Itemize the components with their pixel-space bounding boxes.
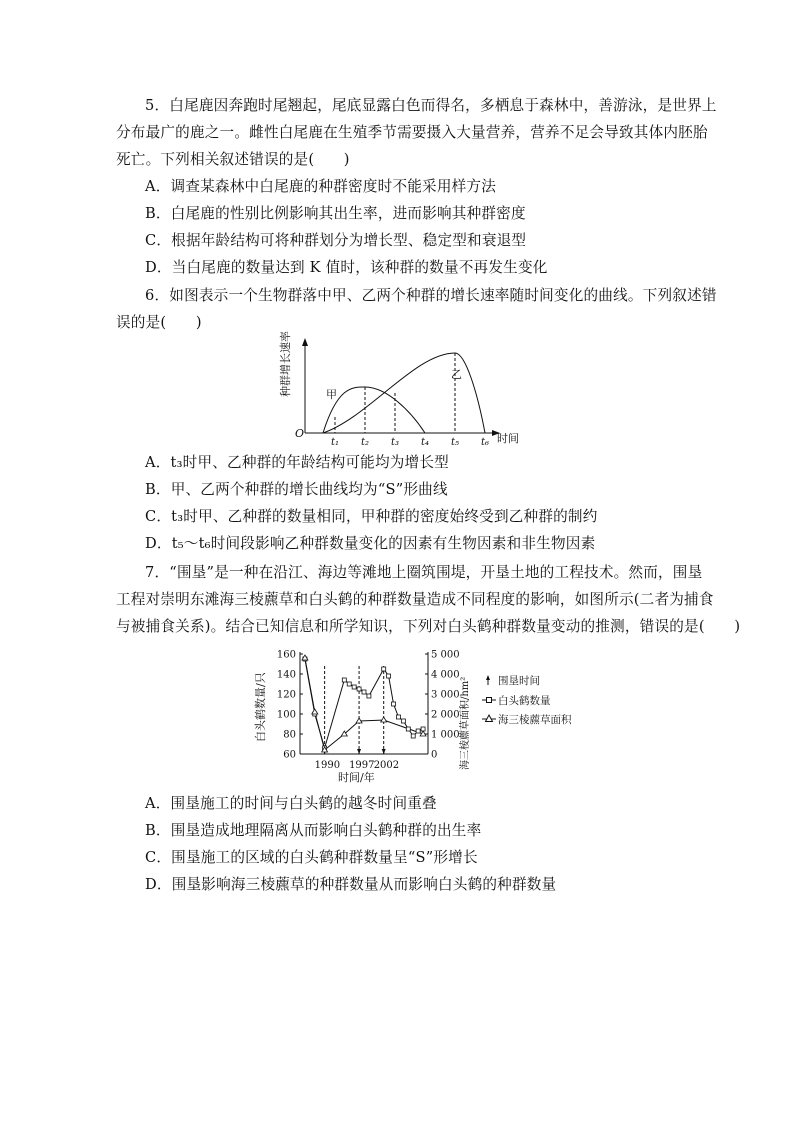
reclamation-xlabel: 时间/年 [338, 771, 375, 784]
crane-point [396, 715, 400, 719]
growth-x-tick: t₃ [391, 437, 400, 448]
grass-area-line [305, 658, 423, 750]
q6-stem-line2: 误的是( ) [116, 314, 202, 331]
curve-yi [323, 353, 485, 433]
crane-point [411, 734, 415, 738]
crane-point [362, 690, 366, 694]
left-tick-label: 120 [276, 689, 296, 701]
left-tick-label: 60 [283, 749, 296, 761]
q5-option-a[interactable]: A．调查某森林中白尾鹿的种群密度时不能采用样方法 [145, 178, 496, 195]
growth-x-tick: t₆ [481, 437, 490, 448]
x-tick-label: 1997 [349, 760, 375, 771]
growth-xlabel: 时间 [497, 432, 519, 445]
growth-origin-label: O [295, 427, 305, 440]
crane-point [342, 678, 346, 682]
legend-reclaim-label: 围垦时间 [498, 675, 540, 687]
reclamation-legend [482, 674, 572, 726]
q6-stem-line1: 6．如图表示一个生物群落中甲、乙两个种群的增长速率随时间变化的曲线。下列叙述错 [145, 287, 717, 304]
q5-option-d[interactable]: D．当白尾鹿的数量达到 K 值时，该种群的数量不再发生变化 [145, 259, 548, 276]
left-tick-label: 80 [283, 729, 296, 741]
reclamation-chart [250, 642, 580, 788]
q6-option-c[interactable]: C．t₃时甲、乙种群的数量相同，甲种群的密度始终受到乙种群的制约 [145, 508, 598, 525]
q6-option-d[interactable]: D．t₅～t₆时间段影响乙种群数量变化的因素有生物因素和非生物因素 [145, 535, 596, 552]
growth-x-tick: t₅ [451, 437, 460, 448]
legend-crane-label: 白头鹤数量 [498, 695, 551, 707]
series-label-yi: 乙 [451, 368, 462, 381]
grass-point [381, 717, 387, 722]
growth-x-tick: t₁ [331, 437, 340, 448]
crane-point [406, 727, 410, 731]
x-tick-label: 1990 [314, 760, 341, 771]
q5-option-b[interactable]: B．白尾鹿的性别比例影响其出生率，进而影响其种群密度 [145, 205, 526, 222]
crane-point [392, 702, 396, 706]
q5-stem-line1: 5．白尾鹿因奔跑时尾翘起，尾底显露白色而得名，多栖息于森林中，善游泳，是世界上 [145, 97, 717, 114]
growth-ylabel: 种群增长速率 [279, 331, 292, 397]
q6-option-b[interactable]: B．甲、乙两个种群的增长曲线均为“S”形曲线 [145, 481, 448, 498]
x-tick-label: 2002 [373, 760, 400, 771]
crane-point [401, 719, 405, 723]
growth-dashed-guides [335, 353, 455, 433]
crane-point [416, 729, 420, 733]
growth-rate-chart [279, 331, 535, 448]
q6-option-a[interactable]: A．t₃时甲、乙种群的年龄结构可能均为增长型 [145, 454, 449, 471]
crane-point [357, 687, 361, 691]
legend-grass-label: 海三棱藨草面积 [498, 714, 572, 726]
left-tick-label: 140 [276, 669, 296, 681]
legend-reclaim-icon [486, 675, 490, 685]
growth-x-tick: t₄ [421, 437, 430, 448]
crane-point [347, 682, 351, 686]
crane-point [387, 674, 391, 678]
series-label-jia: 甲 [326, 388, 337, 401]
reclamation-ylabel: 白头鹤数量/只 [254, 672, 267, 742]
growth-x-tick: t₂ [361, 437, 370, 448]
legend-crane-icon [482, 698, 496, 703]
q7-option-b[interactable]: B．围垦造成地理隔离从而影响白头鹤种群的出生率 [145, 822, 482, 839]
q5-stem-line3: 死亡。下列相关叙述错误的是( ) [116, 151, 350, 168]
left-tick-label: 160 [276, 649, 296, 661]
q5-option-c[interactable]: C．根据年龄结构可将种群划分为增长型、稳定型和衰退型 [145, 232, 527, 249]
q7-option-d[interactable]: D．围垦影响海三棱藨草的种群数量从而影响白头鹤的种群数量 [145, 876, 557, 893]
right-tick-label: 3 000 [431, 689, 460, 701]
reclamation-y2label: 海三棱藨草面积/hm² [460, 676, 471, 770]
q7-option-c[interactable]: C．围垦施工的区域的白头鹤种群数量呈“S”形增长 [145, 849, 478, 866]
q7-stem-line1: 7．“围垦”是一种在沿江、海边等滩地上圈筑围堤，开垦土地的工程技术。然而，围垦 [145, 564, 703, 581]
reclaim-arrow-icon [382, 749, 386, 754]
right-tick-label: 0 [431, 749, 438, 761]
q7-stem-line2: 工程对崇明东滩海三棱藨草和白头鹤的种群数量造成不同程度的影响，如图所示(二者为捕食 [116, 591, 714, 608]
crane-count-line [305, 659, 423, 748]
crane-point [382, 667, 386, 671]
crane-point [367, 694, 371, 698]
left-tick-label: 100 [276, 709, 296, 721]
grass-point [312, 709, 318, 714]
q7-stem-line3: 与被捕食关系)。结合已知信息和所学知识，下列对白头鹤种群数量变动的推测，错误的是( ) [116, 618, 741, 635]
reclaim-arrow-icon [357, 749, 361, 754]
legend-grass-icon [482, 715, 496, 722]
growth-y-arrow [302, 338, 308, 346]
right-tick-label: 2 000 [431, 709, 460, 721]
right-tick-label: 4 000 [431, 669, 460, 681]
q5-stem-line2: 分布最广的鹿之一。雌性白尾鹿在生殖季节需要摄入大量营养，营养不足会导致其体内胚胎 [116, 124, 708, 141]
right-tick-label: 1 000 [431, 729, 460, 741]
q7-option-a[interactable]: A．围垦施工的时间与白头鹤的越冬时间重叠 [145, 795, 437, 812]
right-tick-label: 5 000 [431, 649, 460, 661]
crane-point [352, 685, 356, 689]
